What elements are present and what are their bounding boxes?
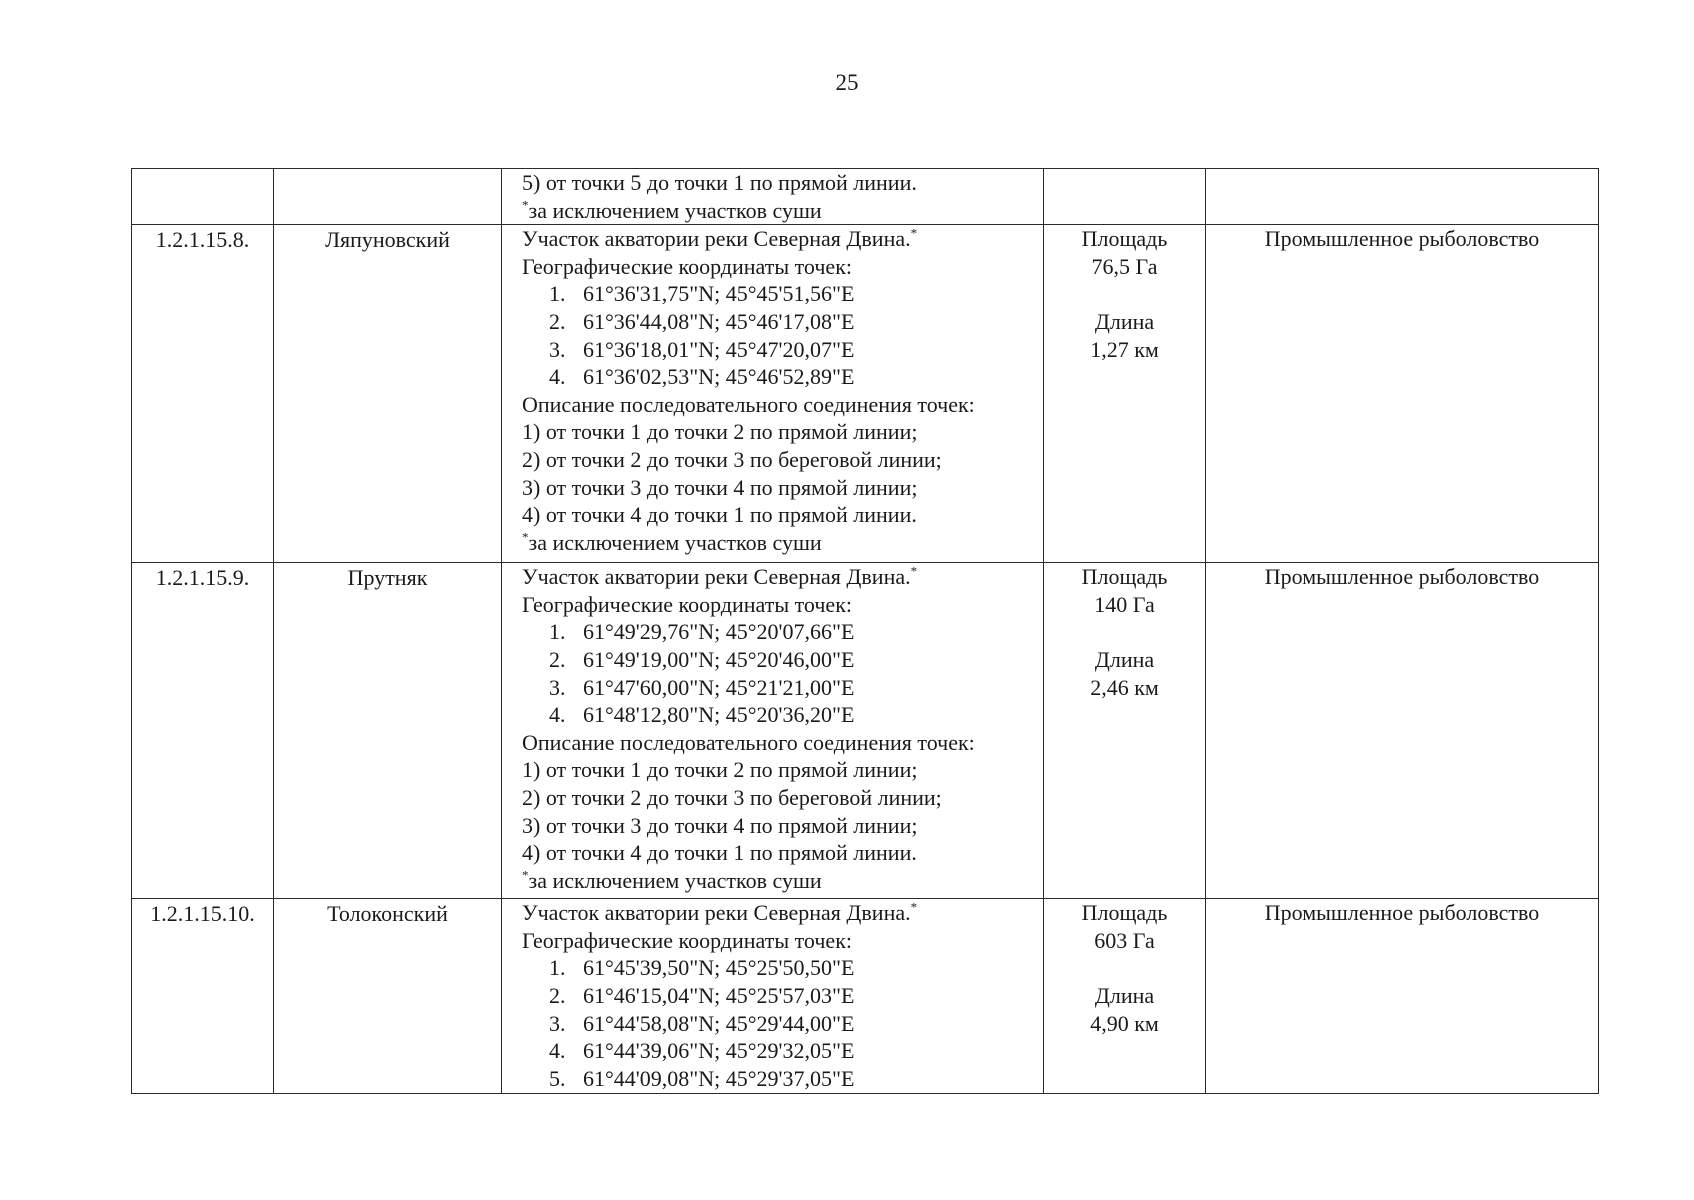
coordinate-item: 5. 61°44'09,08"N; 45°29'37,05"E (549, 1065, 855, 1091)
row-number: 1.2.1.15.8. (132, 225, 274, 563)
area-description (502, 899, 1044, 1094)
coordinate-item: 1. 61°49'29,76"N; 45°20'07,66"E (549, 619, 855, 645)
cell-measure (1044, 169, 1206, 225)
page-number: 25 (835, 70, 859, 95)
connection-label: Описание последовательного соединения точек: (522, 729, 975, 755)
connection-line: 1) от точки 1 до точки 2 по прямой линии; (522, 757, 918, 783)
coordinate-item: 3. 61°47'60,00"N; 45°21'21,00"E (549, 674, 855, 700)
footnote-mark: * (910, 899, 918, 915)
usage-type: Промышленное рыболовство (1206, 225, 1599, 563)
connection-line: 4) от точки 4 до точки 1 по прямой линии. (522, 840, 917, 866)
area-label: Площадь (1081, 226, 1168, 252)
area-measures (1044, 225, 1206, 563)
coordinate-item: 4. 61°48'12,80"N; 45°20'36,20"E (549, 702, 855, 728)
coords-label: Географические координаты точек: (522, 591, 852, 617)
area-title: Участок акватории реки Северная Двина.* (522, 225, 918, 252)
coordinate-item: 3. 61°36'18,01"N; 45°47'20,07"E (549, 336, 855, 362)
coordinate-item: 4. 61°44'39,06"N; 45°29'32,05"E (549, 1038, 855, 1064)
footnote-text: за исключением участков суши (528, 197, 822, 223)
cell-description (502, 169, 1044, 225)
coordinate-item: 4. 61°36'02,53"N; 45°46'52,89"E (549, 364, 855, 390)
coords-label: Географические координаты точек: (522, 253, 852, 279)
coordinate-item: 1. 61°36'31,75"N; 45°45'51,56"E (549, 281, 855, 307)
footnote-mark: * (910, 225, 918, 241)
coords-label: Географические координаты точек: (522, 927, 852, 953)
footnote (522, 867, 1037, 895)
table-row (132, 899, 1599, 1094)
footnote-mark: * (522, 529, 529, 545)
connection-line: 2) от точки 2 до точки 3 по береговой линии; (522, 784, 942, 810)
coordinate-item: 2. 61°49'19,00"N; 45°20'46,00"E (549, 646, 855, 672)
cell-number (132, 169, 274, 225)
coordinate-item: 2. 61°46'15,04"N; 45°25'57,03"E (549, 982, 855, 1008)
area-name: Толоконский (274, 899, 502, 1094)
area-value: 603 Га (1094, 927, 1155, 953)
length-value: 1,27 км (1090, 336, 1159, 362)
connection-line: 3) от точки 3 до точки 4 по прямой линии; (522, 474, 918, 500)
coordinate-item: 3. 61°44'58,08"N; 45°29'44,00"E (549, 1010, 855, 1036)
coordinate-item: 2. 61°36'44,08"N; 45°46'17,08"E (549, 308, 855, 334)
area-title: Участок акватории реки Северная Двина.* (522, 899, 918, 926)
area-measures (1044, 899, 1206, 1094)
length-label: Длина (1094, 308, 1155, 334)
area-description (502, 563, 1044, 899)
table-row-continuation (132, 169, 1599, 225)
footnote-text: за исключением участков суши (528, 867, 822, 893)
area-label: Площадь (1081, 900, 1168, 926)
length-label: Длина (1094, 646, 1155, 672)
connection-label: Описание последовательного соединения точек: (522, 391, 975, 417)
connection-line: 1) от точки 1 до точки 2 по прямой линии; (522, 419, 918, 445)
area-name: Прутняк (274, 563, 502, 899)
row-number: 1.2.1.15.10. (132, 899, 274, 1094)
usage-type: Промышленное рыболовство (1206, 563, 1599, 899)
area-name: Ляпуновский (274, 225, 502, 563)
length-value: 2,46 км (1090, 674, 1159, 700)
table-row (132, 563, 1599, 899)
footnote-mark: * (522, 197, 529, 213)
connection-line: 2) от точки 2 до точки 3 по береговой линии; (522, 446, 942, 472)
footnote (522, 197, 1037, 225)
area-value: 140 Га (1094, 591, 1155, 617)
row-number: 1.2.1.15.9. (132, 563, 274, 899)
length-label: Длина (1094, 982, 1155, 1008)
coordinate-item: 1. 61°45'39,50"N; 45°25'50,50"E (549, 955, 855, 981)
area-description (502, 225, 1044, 563)
footnote-mark: * (522, 867, 529, 883)
length-value: 4,90 км (1090, 1010, 1159, 1036)
connection-line: 5) от точки 5 до точки 1 по прямой линии. (522, 170, 917, 195)
footnote-text: за исключением участков суши (528, 529, 822, 555)
area-title: Участок акватории реки Северная Двина.* (522, 563, 918, 590)
usage-type: Промышленное рыболовство (1206, 899, 1599, 1094)
area-measures (1044, 563, 1206, 899)
connection-line: 4) от точки 4 до точки 1 по прямой линии. (522, 502, 917, 528)
connection-line: 3) от точки 3 до точки 4 по прямой линии; (522, 812, 918, 838)
fishing-areas-table (131, 168, 1599, 1094)
area-label: Площадь (1081, 564, 1168, 590)
area-value: 76,5 Га (1091, 253, 1158, 279)
table-row (132, 225, 1599, 563)
cell-usage (1206, 169, 1599, 225)
cell-name (274, 169, 502, 225)
footnote (522, 529, 1037, 557)
footnote-mark: * (910, 563, 918, 579)
